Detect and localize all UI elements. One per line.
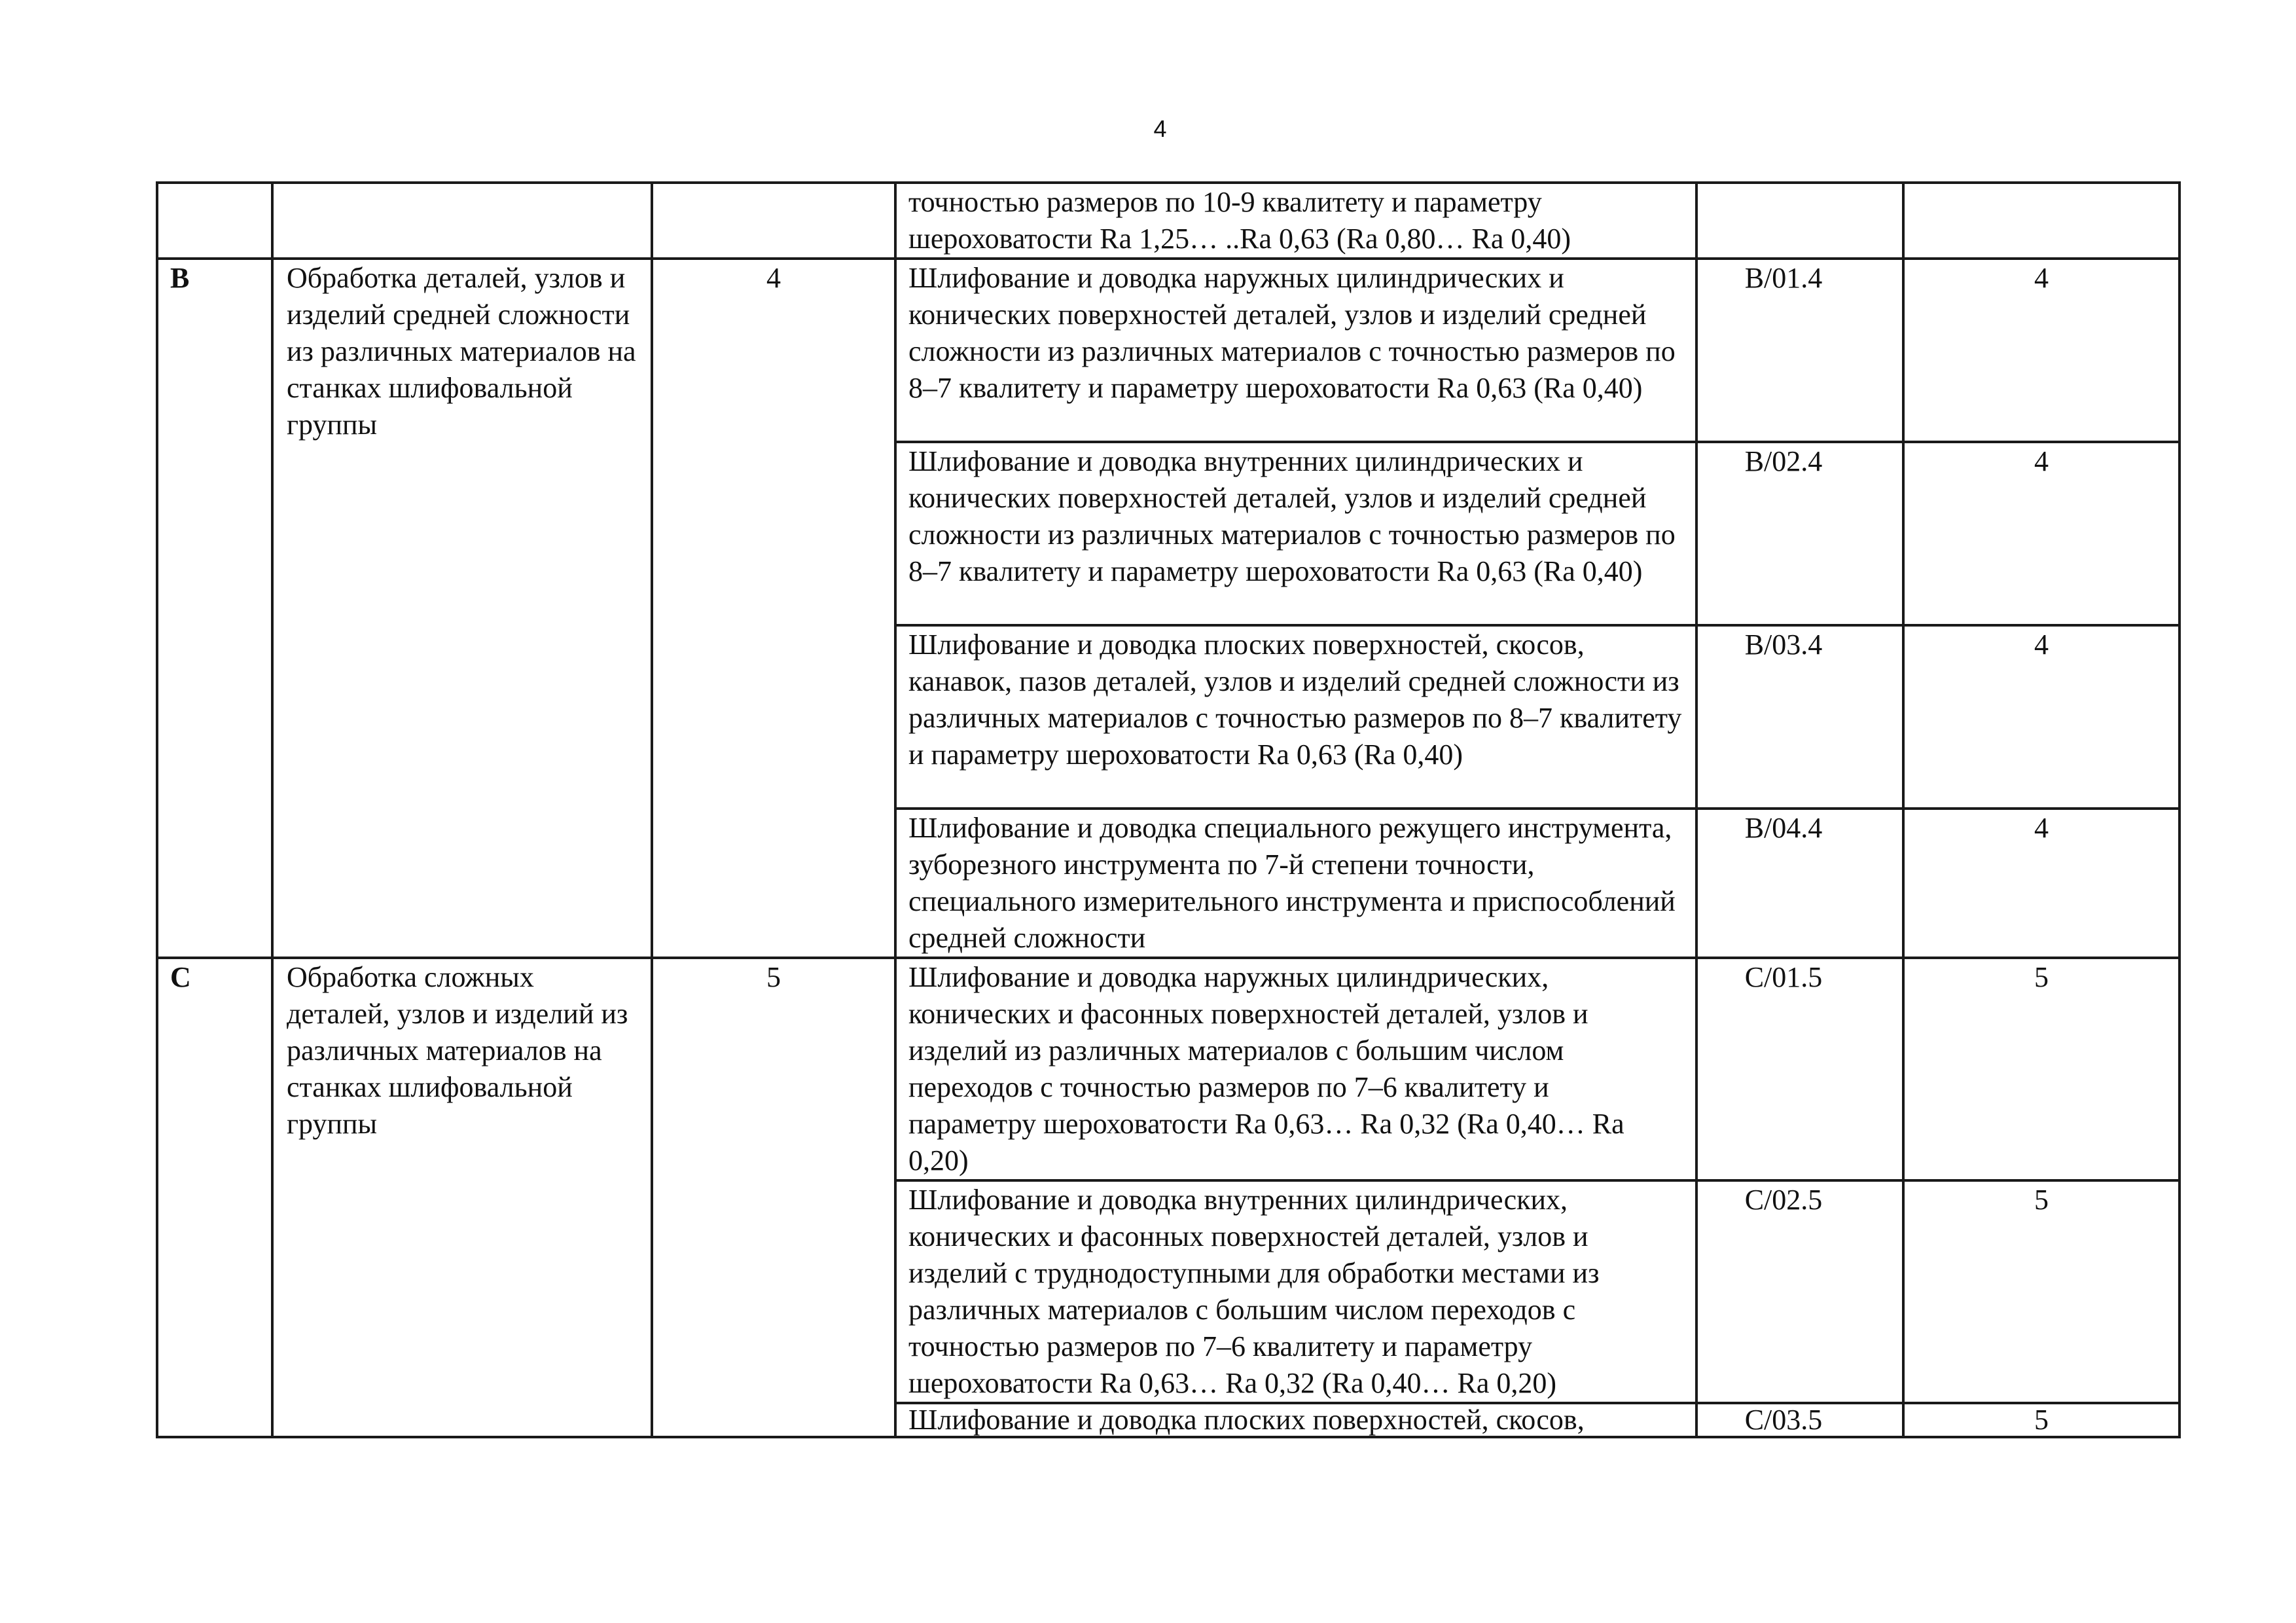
group-code: B <box>157 259 272 958</box>
function-text: точностью размеров по 10-9 квалитету и параметру шероховатости Ra 1,25… ..Ra 0,63 (Ra 0,80… Ra 0,40) <box>895 183 1696 259</box>
function-code: B/02.4 <box>1696 442 1903 625</box>
function-level: 5 <box>1903 1403 2179 1437</box>
function-text: Шлифование и доводка плоских поверхностей, скосов, канавок, пазов деталей, узлов и изделий средней сложности из различных материалов с точностью размеров по 8–7 квалитету и параметру шероховатости Ra 0,63 (Ra 0,40) <box>895 625 1696 809</box>
table-row <box>157 183 2179 259</box>
table-row <box>157 259 2179 442</box>
function-code: B/04.4 <box>1696 809 1903 958</box>
group-code-cell-empty <box>157 183 272 259</box>
labor-functions-table <box>156 181 2181 1438</box>
group-name: Обработка деталей, узлов и изделий средней сложности из различных материалов на станках шлифовальной группы <box>272 259 652 958</box>
function-level: 4 <box>1903 809 2179 958</box>
function-level: 4 <box>1903 442 2179 625</box>
function-level: 5 <box>1903 1180 2179 1403</box>
function-level: 4 <box>1903 259 2179 442</box>
function-code: C/02.5 <box>1696 1180 1903 1403</box>
function-text: Шлифование и доводка наружных цилиндрических, конических и фасонных поверхностей деталей, узлов и изделий из различных материалов с большим числом переходов с точностью размеров по 7–6 квалитету и параметру шероховатости Ra 0,63… Ra 0,32 (Ra 0,40… Ra 0,20) <box>895 958 1696 1180</box>
function-level: 4 <box>1903 625 2179 809</box>
function-level: 5 <box>1903 958 2179 1180</box>
group-name: Обработка сложных деталей, узлов и изделий из различных материалов на станках шлифовальной группы <box>272 958 652 1437</box>
table-row <box>157 958 2179 1180</box>
group-qualification-level: 5 <box>652 958 895 1437</box>
group-code: C <box>157 958 272 1437</box>
function-code-cell-empty <box>1696 183 1903 259</box>
group-qualification-level: 4 <box>652 259 895 958</box>
function-text: Шлифование и доводка внутренних цилиндрических и конических поверхностей деталей, узлов и изделий средней сложности из различных материалов с точностью размеров по 8–7 квалитету и параметру шероховатости Ra 0,63 (Ra 0,40) <box>895 442 1696 625</box>
function-code: B/01.4 <box>1696 259 1903 442</box>
function-text: Шлифование и доводка внутренних цилиндрических, конических и фасонных поверхностей деталей, узлов и изделий с труднодоступными для обработки местами из различных материалов с большим числом переходов с точностью размеров по 7–6 квалитету и параметру шероховатости Ra 0,63… Ra 0,32 (Ra 0,40… Ra 0,20) <box>895 1180 1696 1403</box>
function-code: C/03.5 <box>1696 1403 1903 1437</box>
page-number: 4 <box>1153 115 1167 142</box>
function-level-cell-empty <box>1903 183 2179 259</box>
function-code: B/03.4 <box>1696 625 1903 809</box>
function-text: Шлифование и доводка плоских поверхностей, скосов, <box>895 1403 1696 1437</box>
group-level-cell-empty <box>652 183 895 259</box>
function-code: C/01.5 <box>1696 958 1903 1180</box>
group-name-cell-empty <box>272 183 652 259</box>
function-text: Шлифование и доводка наружных цилиндрических и конических поверхностей деталей, узлов и изделий средней сложности из различных материалов с точностью размеров по 8–7 квалитету и параметру шероховатости Ra 0,63 (Ra 0,40) <box>895 259 1696 442</box>
function-text: Шлифование и доводка специального режущего инструмента, зуборезного инструмента по 7-й степени точности, специального измерительного инструмента и приспособлений средней сложности <box>895 809 1696 958</box>
